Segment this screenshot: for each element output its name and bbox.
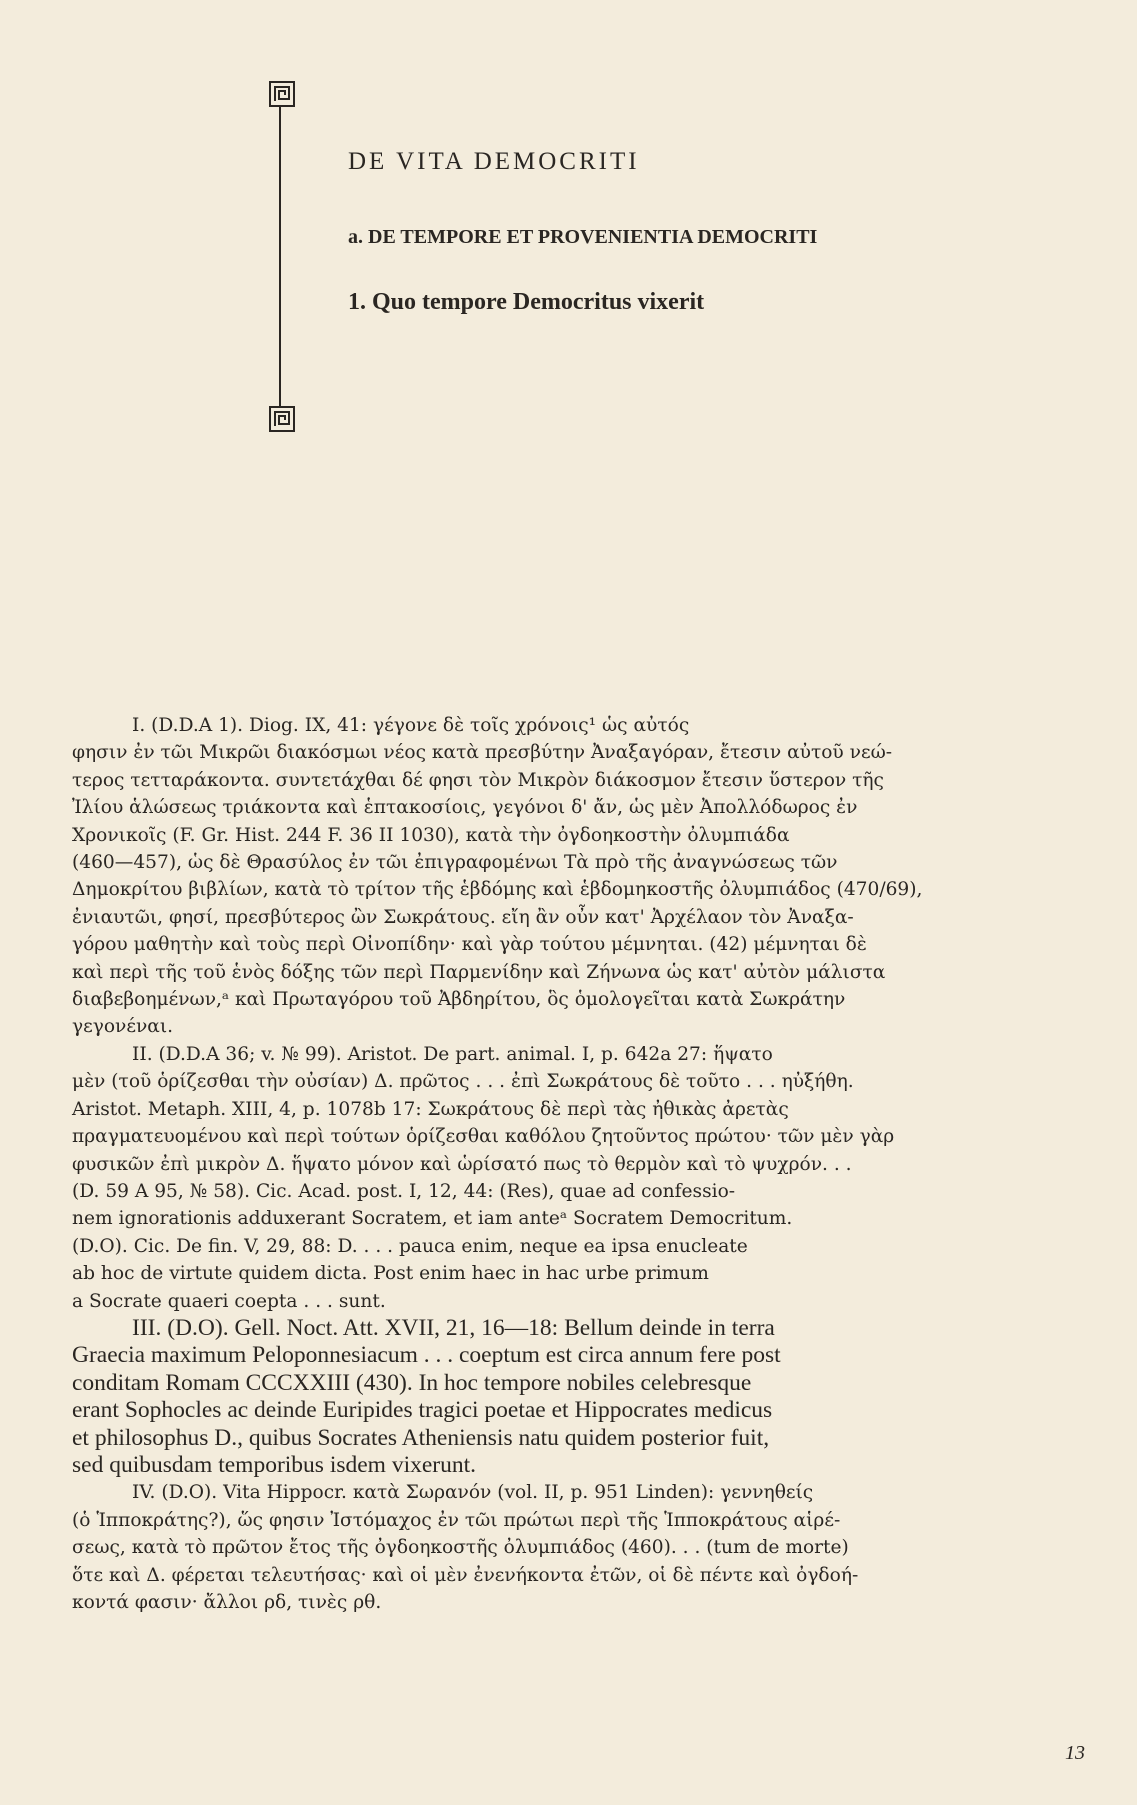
- subsection-heading: 1. Quo tempore Democritus vixerit: [348, 289, 705, 315]
- section-heading: a. DE TEMPORE ET PROVENIENTIA DEMOCRITI: [348, 226, 818, 248]
- paragraph-i: I. (D.D.A 1). Diog. IX, 41: γέγονε δὲ τοῖς χρόνοις¹ ὡς αὐτός φησιν ἐν τῶι Μικρῶι διακόσμωι νέος κατὰ πρεσβύτην Ἀναξαγόραν, ἔτεσιν αὐτοῦ νεώ- τερος τετταράκοντα. συντετάχθαι δέ φησι τὸν Μικρὸν διάκοσμον ἔτεσιν ὕστερον τῆς Ἰλίου ἁλώσεως τριάκοντα καὶ ἑπτακοσίοις, γεγόνοι δ' ἄν, ὡς μὲν Ἀπολλόδωρος ἐν Χρονικοῖς (F. Gr. Hist. 244 F. 36 II 1030), κατὰ τὴν ὀγδοηκοστὴν ὀλυμπιάδα (460—457), ὡς δὲ Θρασύλος ἐν τῶι ἐπιγραφομένωι Τὰ πρὸ τῆς ἀναγνώσεως τῶν Δημοκρίτου βιβλίων, κατὰ τὸ τρίτον τῆς ἑβδόμης καὶ ἑβδομηκοστῆς ὀλυμπιάδος (470/69), ἐνιαυτῶι, φησί, πρεσβύτερος ὢν Σωκράτους. εἴη ἂν οὖν κατ' Ἀρχέλαον τὸν Ἀναξα- γόρου μαθητὴν καὶ τοὺς περὶ Οἰνοπίδην· καὶ γὰρ τούτου μέμνηται. (42) μέμνηται δὲ καὶ περὶ τῆς τοῦ ἑνὸς δόξης τῶν περὶ Παρμενίδην καὶ Ζήνωνα ὡς κατ' αὐτὸν μάλιστα διαβεβοημένων,ᵃ καὶ Πρωταγόρου τοῦ Ἀβδηρίτου, ὃς ὁμολογεῖται κατὰ Σωκράτην γεγονέναι.: [72, 715, 923, 1038]
- paragraph-ii: II. (D.D.A 36; v. № 99). Aristot. De part. animal. I, p. 642a 27: ἥψατο μὲν (τοῦ ὁρίζεσθαι τὴν οὐσίαν) Δ. πρῶτος . . . ἐπὶ Σωκράτους δὲ τοῦτο . . . ηὐξήθη. Aristot. Metaph. XIII, 4, p. 1078b 17: Σωκράτους δὲ περὶ τὰς ἠθικὰς ἀρετὰς πραγματευομένου καὶ περὶ τούτων ὁρίζεσθαι καθόλου ζητοῦντος πρώτου· τῶν μὲν γὰρ φυσικῶν ἐπὶ μικρὸν Δ. ἥψατο μόνον καὶ ὡρίσατό πως τὸ θερμὸν καὶ τὸ ψυχρόν. . . (D. 59 A 95, № 58). Cic. Acad. post. I, 12, 44: (Res), quae ad confessio- nem ignorationis adduxerant Socratem, et iam anteᵃ Socratem Democritum. (D.O). Cic. De fin. V, 29, 88: D. . . . pauca enim, neque ea ipsa enucleate ab hoc de virtute quidem dicta. Post enim haec in hac urbe primum a Socrate quaeri coepta . . . sunt.: [72, 1043, 895, 1312]
- paragraph-iii: III. (D.O). Gell. Noct. Att. XVII, 21, 16—18: Bellum deinde in terra Graecia maximum Peloponnesiacum . . . coeptum est circa annum fere post conditam Romam CCCXXIII (430). In hoc tempore nobiles celebresque erant Sophocles ac deinde Euripides tragici poetae et Hippocrates medicus et philosophus D., quibus Socrates Atheniensis natu quidem posterior fuit, sed quibusdam temporibus isdem vixerunt.: [72, 1314, 781, 1478]
- paragraph-iv: IV. (D.O). Vita Hippocr. κατὰ Σωρανόν (vol. II, p. 951 Linden): γεννηθείς (ὁ Ἱπποκράτης?), ὥς φησιν Ἰστόμαχος ἐν τῶι πρώτωι περὶ τῆς Ἱπποκράτους αἱρέ- σεως, κατὰ τὸ πρῶτον ἔτος τῆς ὀγδοηκοστῆς ὀλυμπιάδος (460). . . (tum de morte) ὅτε καὶ Δ. φέρεται τελευτήσας· καὶ οἱ μὲν ἐνενήκοντα ἐτῶν, οἱ δὲ πέντε καὶ ὀγδοή- κοντά φασιν· ἄλλοι ρδ, τινὲς ρθ.: [72, 1482, 859, 1613]
- meander-bracket-ornament: [268, 80, 312, 433]
- page-number: 13: [1065, 1742, 1085, 1764]
- body-text: [72, 712, 1072, 1616]
- chapter-title: DE VITA DEMOCRITI: [348, 148, 640, 175]
